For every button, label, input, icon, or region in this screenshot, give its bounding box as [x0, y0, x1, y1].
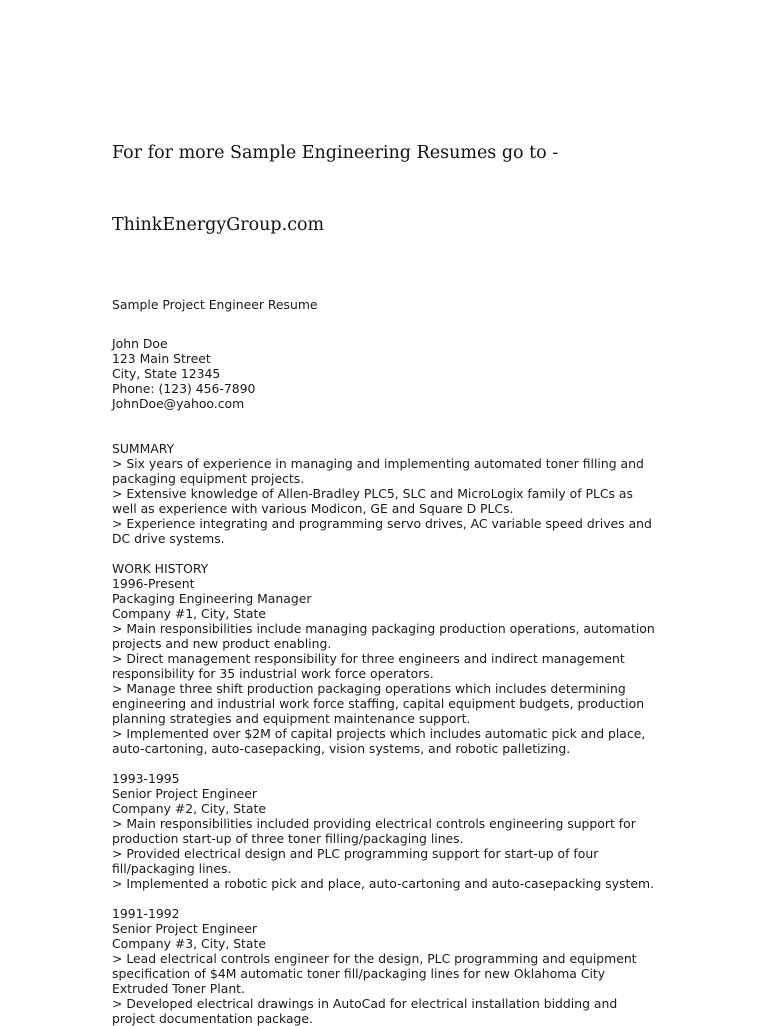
- job-line: projects and new product enabling.: [112, 636, 332, 651]
- job-title: Senior Project Engineer: [112, 921, 257, 936]
- resume-page: [112, 93, 712, 1026]
- job-dates: 1991-1992: [112, 906, 180, 921]
- job-line: > Implemented over $2M of capital projects which includes automatic pick and place,: [112, 726, 646, 741]
- contact-phone: Phone: (123) 456-7890: [112, 381, 256, 396]
- job-entry-2: [112, 771, 712, 891]
- title-line-1: For for more Sample Engineering Resumes go to -: [112, 143, 559, 163]
- work-history-heading: WORK HISTORY: [112, 561, 209, 576]
- job-company: Company #1, City, State: [112, 606, 266, 621]
- contact-name: John Doe: [112, 336, 168, 351]
- document-subtitle: [112, 297, 712, 312]
- job-line: > Implemented a robotic pick and place, auto-cartoning and auto-casepacking system.: [112, 876, 655, 891]
- subtitle-text: Sample Project Engineer Resume: [112, 297, 318, 312]
- document-title: [112, 93, 712, 285]
- job-title: Senior Project Engineer: [112, 786, 257, 801]
- title-line-2: ThinkEnergyGroup.com: [112, 215, 325, 235]
- job-line: > Manage three shift production packaging operations which includes determining: [112, 681, 626, 696]
- job-line: > Lead electrical controls engineer for the design, PLC programming and equipment: [112, 951, 637, 966]
- job-line: specification of $4M automatic toner fill/packaging lines for new Oklahoma City: [112, 966, 606, 981]
- job-line: > Direct management responsibility for three engineers and indirect management: [112, 651, 625, 666]
- job-entry-1: [112, 576, 712, 756]
- job-line: production start-up of three toner filling/packaging lines.: [112, 831, 464, 846]
- job-line: responsibility for 35 industrial work force operators.: [112, 666, 434, 681]
- summary-line: DC drive systems.: [112, 531, 225, 546]
- contact-email: JohnDoe@yahoo.com: [112, 396, 245, 411]
- summary-line: > Six years of experience in managing and implementing automated toner filling and: [112, 456, 644, 471]
- summary-line: well as experience with various Modicon, GE and Square D PLCs.: [112, 501, 514, 516]
- job-dates: 1993-1995: [112, 771, 180, 786]
- job-line: engineering and industrial work force staffing, capital equipment budgets, production: [112, 696, 645, 711]
- job-entry-3: [112, 906, 712, 1026]
- job-line: fill/packaging lines.: [112, 861, 232, 876]
- work-history-section: [112, 561, 712, 1026]
- job-line: auto-cartoning, auto-casepacking, vision systems, and robotic palletizing.: [112, 741, 571, 756]
- contact-block: [112, 336, 712, 411]
- summary-line: > Experience integrating and programming servo drives, AC variable speed drives and: [112, 516, 652, 531]
- summary-section: [112, 441, 712, 546]
- job-line: > Main responsibilities include managing packaging production operations, automation: [112, 621, 655, 636]
- job-line: > Developed electrical drawings in AutoCad for electrical installation bidding and: [112, 996, 618, 1011]
- summary-heading: SUMMARY: [112, 441, 175, 456]
- job-line: > Main responsibilities included providing electrical controls engineering support for: [112, 816, 636, 831]
- contact-street: 123 Main Street: [112, 351, 211, 366]
- summary-line: > Extensive knowledge of Allen-Bradley PLC5, SLC and MicroLogix family of PLCs as: [112, 486, 633, 501]
- summary-line: packaging equipment projects.: [112, 471, 305, 486]
- job-line: project documentation package.: [112, 1011, 313, 1026]
- job-line: > Provided electrical design and PLC programming support for start-up of four: [112, 846, 599, 861]
- job-title: Packaging Engineering Manager: [112, 591, 312, 606]
- job-company: Company #3, City, State: [112, 936, 266, 951]
- job-line: Extruded Toner Plant.: [112, 981, 245, 996]
- job-dates: 1996-Present: [112, 576, 195, 591]
- job-line: planning strategies and equipment maintenance support.: [112, 711, 471, 726]
- job-company: Company #2, City, State: [112, 801, 266, 816]
- contact-city: City, State 12345: [112, 366, 221, 381]
